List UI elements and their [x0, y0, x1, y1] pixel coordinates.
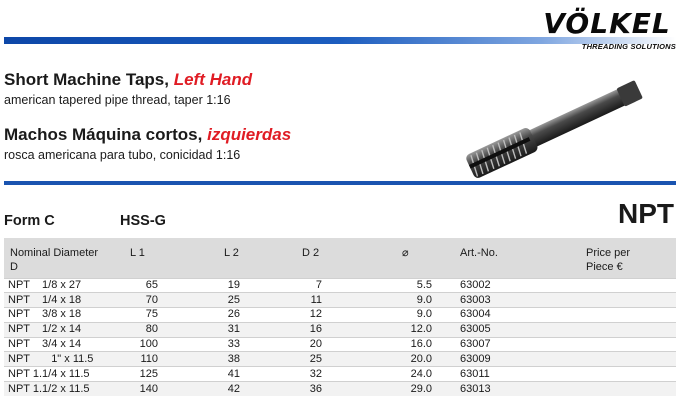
material-label: HSS-G	[120, 213, 166, 229]
section-divider	[4, 181, 676, 185]
cell-l2: 26	[162, 308, 244, 323]
cell-square: 5.5	[326, 278, 436, 293]
cell-square: 9.0	[326, 308, 436, 323]
cell-price	[566, 382, 676, 397]
cell-nominal: NPT 1.1/2 x 11.5	[4, 382, 114, 397]
title-english-main: Short Machine Taps,	[4, 70, 174, 89]
cell-l2: 33	[162, 337, 244, 352]
cell-square: 24.0	[326, 367, 436, 382]
cell-l1: 75	[114, 308, 162, 323]
subtitle-spanish: rosca americana para tubo, conicidad 1:16	[4, 148, 241, 162]
subtitle-english: american tapered pipe thread, taper 1:16	[4, 93, 231, 107]
cell-article-number: 63011	[436, 367, 566, 382]
cell-l2: 41	[162, 367, 244, 382]
cell-article-number: 63007	[436, 337, 566, 352]
cell-l2: 42	[162, 382, 244, 397]
brand-tagline: THREADING SOLUTIONS	[581, 42, 676, 51]
cell-price	[566, 278, 676, 293]
title-spanish-main: Machos Máquina cortos,	[4, 125, 208, 144]
cell-nominal: NPT 1/8 x 27	[4, 278, 114, 293]
title-spanish	[4, 125, 291, 145]
header-nominal: Nominal Diameter D	[10, 247, 99, 273]
thread-type-label: NPT	[618, 198, 674, 229]
table-row	[4, 337, 676, 352]
table-row	[4, 308, 676, 323]
cell-d2: 20	[244, 337, 326, 352]
cell-price	[566, 322, 676, 337]
cell-nominal: NPT 1.1/4 x 11.5	[4, 367, 114, 382]
cell-l1: 80	[114, 322, 162, 337]
header-d2: D 2	[302, 247, 320, 259]
table-header-row	[4, 238, 676, 278]
cell-l1: 65	[114, 278, 162, 293]
title-english	[4, 70, 252, 90]
cell-l1: 140	[114, 382, 162, 397]
header-price: Price per Piece €	[586, 247, 631, 273]
cell-price	[566, 308, 676, 323]
cell-l2: 25	[162, 293, 244, 308]
title-english-emphasis: Left Hand	[173, 70, 253, 89]
cell-nominal: NPT 3/8 x 18	[4, 308, 114, 323]
cell-l1: 110	[114, 352, 162, 367]
cell-square: 16.0	[326, 337, 436, 352]
cell-article-number: 63009	[436, 352, 566, 367]
cell-price	[566, 293, 676, 308]
cell-square: 12.0	[326, 322, 436, 337]
cell-d2: 36	[244, 382, 326, 397]
cell-l1: 100	[114, 337, 162, 352]
table-row	[4, 367, 676, 382]
cell-square: 20.0	[326, 352, 436, 367]
table-row	[4, 293, 676, 308]
cell-nominal: NPT 3/4 x 14	[4, 337, 114, 352]
cell-d2: 25	[244, 352, 326, 367]
spec-table	[4, 238, 676, 396]
cell-l2: 38	[162, 352, 244, 367]
table-row	[4, 278, 676, 293]
cell-d2: 16	[244, 322, 326, 337]
table-row	[4, 382, 676, 397]
header-l2: L 2	[224, 247, 239, 259]
cell-d2: 12	[244, 308, 326, 323]
cell-article-number: 63002	[436, 278, 566, 293]
header-square-icon: ⌀	[402, 247, 409, 259]
cell-article-number: 63005	[436, 322, 566, 337]
cell-square: 9.0	[326, 293, 436, 308]
cell-article-number: 63013	[436, 382, 566, 397]
cell-l1: 125	[114, 367, 162, 382]
cell-l1: 70	[114, 293, 162, 308]
cell-l2: 31	[162, 322, 244, 337]
header-l1: L 1	[130, 247, 145, 259]
cell-article-number: 63004	[436, 308, 566, 323]
table-row	[4, 322, 676, 337]
form-label: Form C	[4, 213, 55, 229]
cell-nominal: NPT 1/2 x 14	[4, 322, 114, 337]
cell-d2: 32	[244, 367, 326, 382]
cell-l2: 19	[162, 278, 244, 293]
brand-name: VÖLKEL	[543, 7, 671, 40]
cell-d2: 11	[244, 293, 326, 308]
cell-nominal: NPT 1" x 11.5	[4, 352, 114, 367]
table-row	[4, 352, 676, 367]
cell-price	[566, 367, 676, 382]
cell-d2: 7	[244, 278, 326, 293]
cell-square: 29.0	[326, 382, 436, 397]
header-article-number: Art.-No.	[460, 247, 498, 259]
cell-nominal: NPT 1/4 x 18	[4, 293, 114, 308]
cell-price	[566, 352, 676, 367]
tap-illustration	[458, 74, 658, 184]
brand-logo	[538, 8, 676, 56]
title-spanish-emphasis: izquierdas	[207, 125, 292, 144]
cell-price	[566, 337, 676, 352]
cell-article-number: 63003	[436, 293, 566, 308]
